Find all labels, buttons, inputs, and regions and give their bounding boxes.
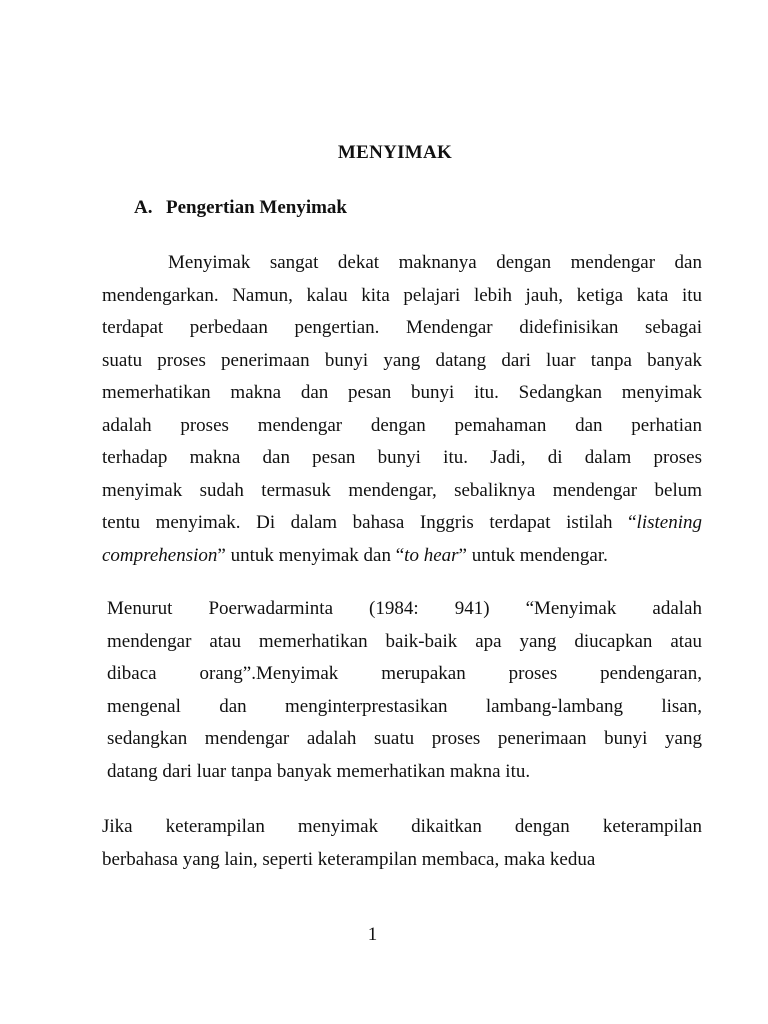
page-title: MENYIMAK — [337, 142, 453, 163]
section-heading-text: Pengertian Menyimak — [166, 197, 348, 218]
line-text: ” untuk menyimak dan “ — [217, 544, 405, 566]
italic-term: to hear — [404, 544, 459, 566]
italic-term: listening — [636, 512, 702, 533]
paragraph-line: memerhatikan makna dan pesan bunyi itu. Sedangkan menyimak — [102, 382, 702, 403]
paragraph-line — [102, 540, 702, 573]
paragraph-line — [102, 507, 702, 540]
paragraph-line: berbahasa yang lain, seperti keterampilan membaca, maka kedua — [102, 848, 596, 870]
line-text: ” untuk mendengar. — [458, 544, 608, 566]
paragraph-3 — [102, 811, 702, 876]
paragraph-line: mendengarkan. Namun, kalau kita pelajari lebih jauh, ketiga kata itu — [102, 284, 702, 306]
paragraph-line: terhadap makna dan pesan bunyi itu. Jadi, di dalam proses — [102, 447, 702, 468]
paragraph-line: menyimak sudah termasuk mendengar, sebaliknya mendengar belum — [102, 479, 702, 501]
paragraph-1 — [102, 247, 702, 572]
section-number: A. — [134, 197, 153, 218]
paragraph-line: suatu proses penerimaan bunyi yang datang dari luar tanpa banyak — [102, 349, 702, 371]
paragraph-line: dibaca orang”.Menyimak merupakan proses pendengaran, — [107, 663, 702, 684]
paragraph-line: mengenal dan menginterprestasikan lambang-lambang lisan, — [107, 695, 702, 717]
paragraph-line: sedangkan mendengar adalah suatu proses penerimaan bunyi yang — [107, 728, 702, 749]
paragraph-line: terdapat perbedaan pengertian. Mendengar didefinisikan sebagai — [102, 317, 702, 338]
paragraph-2 — [107, 593, 702, 788]
section-heading — [134, 197, 347, 219]
paragraph-line: adalah proses mendengar dengan pemahaman dan perhatian — [102, 414, 702, 436]
line-text: tentu menyimak. Di dalam bahasa Inggris terdapat istilah “ — [102, 512, 637, 533]
paragraph-line: datang dari luar tanpa banyak memerhatikan makna itu. — [107, 760, 531, 782]
paragraph-line: Menurut Poerwadarminta (1984: 941) “Menyimak adalah — [107, 598, 702, 619]
page-number: 1 — [367, 924, 378, 945]
paragraph-line: Menyimak sangat dekat maknanya dengan mendengar dan — [168, 252, 702, 273]
paragraph-line: Jika keterampilan menyimak dikaitkan dengan keterampilan — [102, 816, 702, 837]
italic-term: comprehension — [102, 544, 218, 566]
paragraph-line: mendengar atau memerhatikan baik-baik apa yang diucapkan atau — [107, 630, 702, 652]
